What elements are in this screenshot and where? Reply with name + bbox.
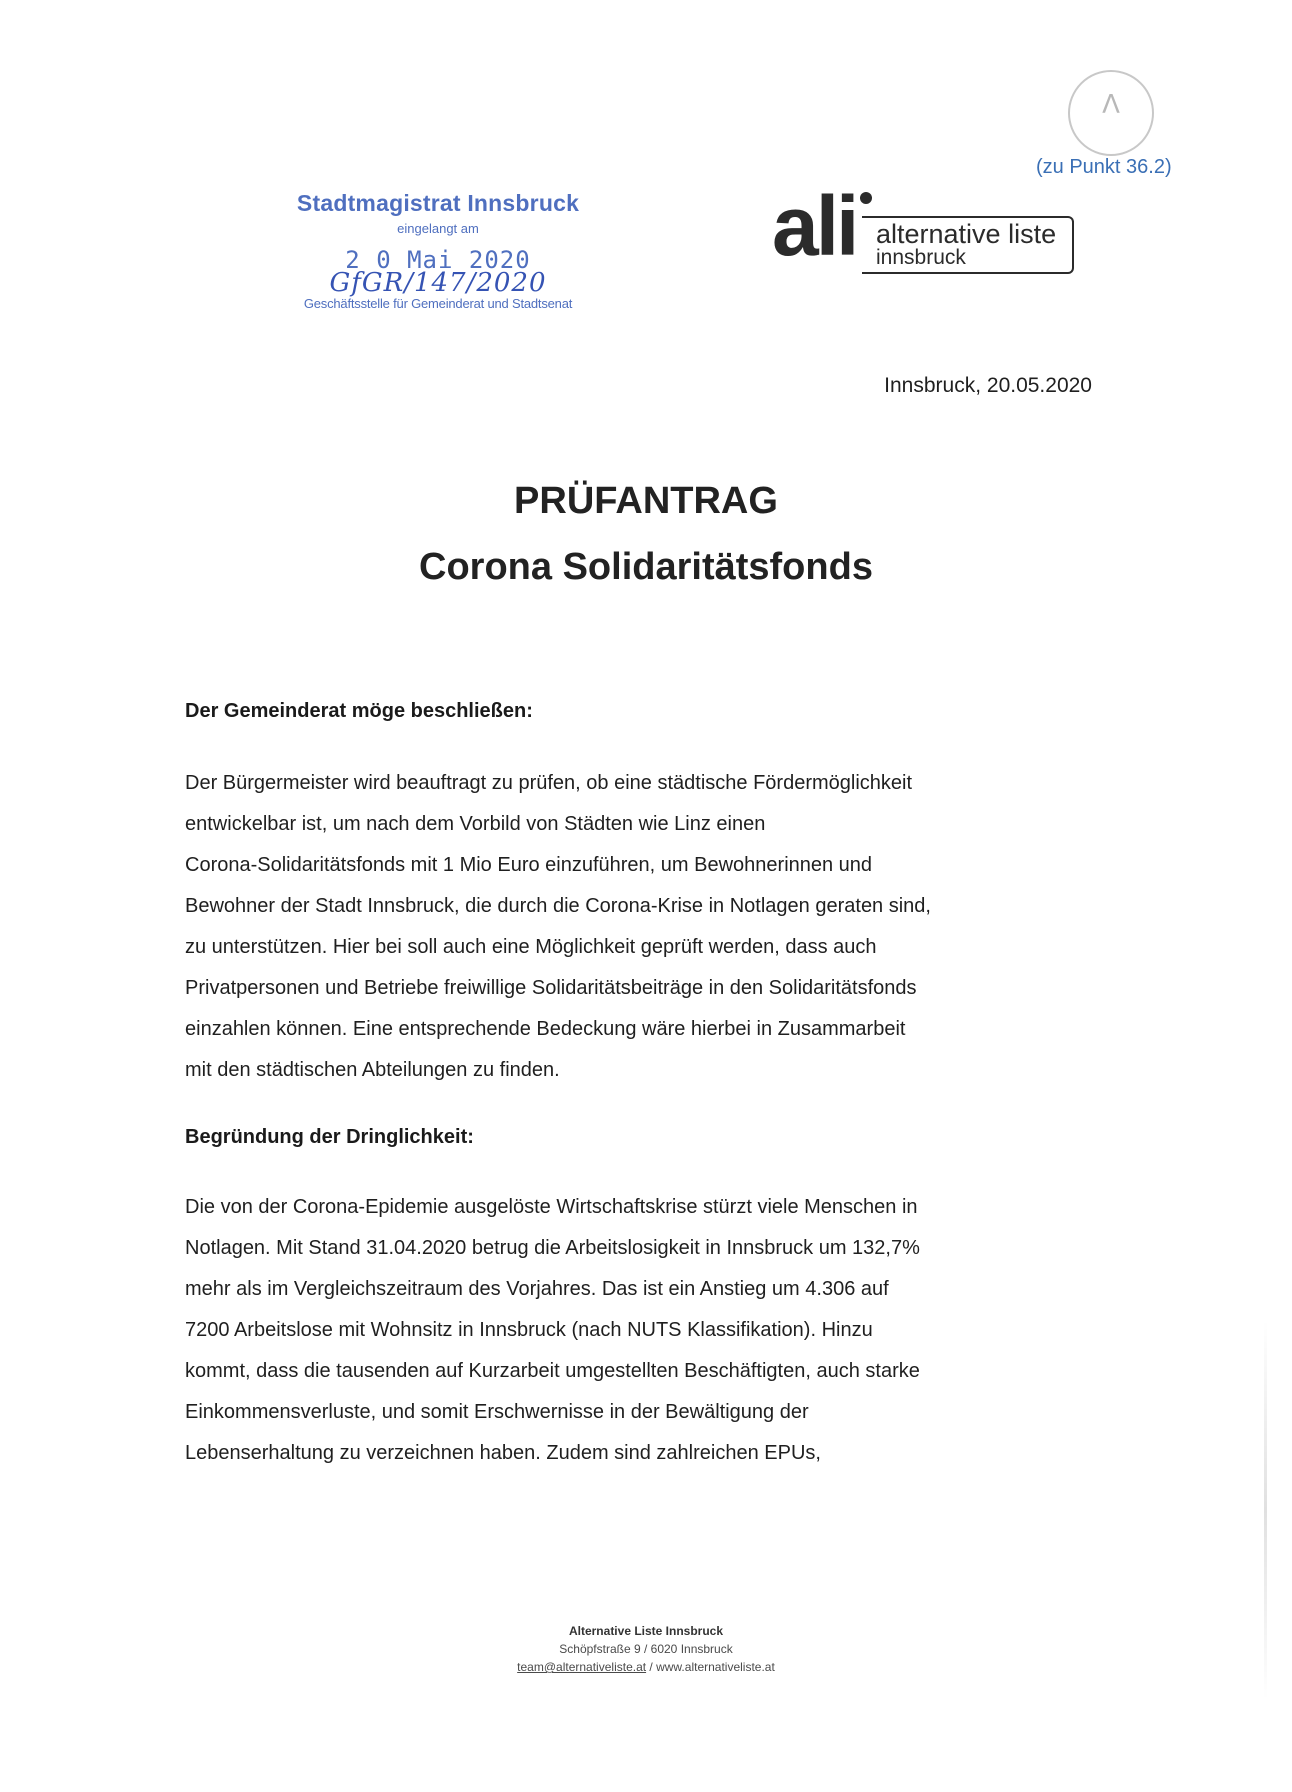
body-line: mit den städtischen Abteilungen zu finden. xyxy=(185,1059,560,1081)
body-line: Privatpersonen und Betriebe freiwillige Solidaritätsbeiträge in den Solidaritätsfonds xyxy=(185,977,917,999)
body-line: mehr als im Vergleichszeitraum des Vorjahres. Das ist ein Anstieg um 4.306 auf xyxy=(185,1278,889,1300)
footer-email-link[interactable]: team@alternativeliste.at xyxy=(517,1660,647,1674)
body-line: Bewohner der Stadt Innsbruck, die durch die Corona-Krise in Notlagen geraten sind, xyxy=(185,895,931,917)
circle-annotation-mark xyxy=(1068,70,1154,156)
logo-wordmark: ali xyxy=(772,179,857,273)
document-title: PRÜFANTRAG xyxy=(514,480,778,522)
stamp-received-label: eingelangt am xyxy=(397,221,479,236)
footer-website[interactable]: www.alternativeliste.at xyxy=(656,1660,775,1674)
stamp-date: 2 0 Mai 2020 xyxy=(345,246,531,274)
body-line: entwickelbar ist, um nach dem Vorbild von Städten wie Linz einen xyxy=(185,813,766,835)
logo-dot xyxy=(860,192,872,204)
footer-contact xyxy=(0,1658,1292,1676)
section-heading-motion: Der Gemeinderat möge beschließen: xyxy=(185,700,533,722)
document-subtitle: Corona Solidaritätsfonds xyxy=(419,546,873,588)
footer-address: Schöpfstraße 9 / 6020 Innsbruck xyxy=(559,1642,733,1656)
section-body-motion xyxy=(185,763,1105,1091)
body-line: Lebenserhaltung zu verzeichnen haben. Zudem sind zahlreichen EPUs, xyxy=(185,1442,821,1464)
body-line: Der Bürgermeister wird beauftragt zu prüfen, ob eine städtische Fördermöglichkeit xyxy=(185,772,913,794)
scan-edge-shadow xyxy=(1264,1320,1267,1700)
logo-line-1: alternative liste xyxy=(876,219,1057,249)
section-body-urgency xyxy=(185,1187,1105,1474)
page-footer xyxy=(0,1622,1292,1676)
body-line: Corona-Solidaritätsfonds mit 1 Mio Euro einzuführen, um Bewohnerinnen und xyxy=(185,854,873,876)
footer-separator: / xyxy=(646,1660,657,1674)
footer-organization: Alternative Liste Innsbruck xyxy=(568,1624,724,1638)
received-stamp xyxy=(288,190,588,311)
body-line: Die von der Corona-Epidemie ausgelöste Wirtschaftskrise stürzt viele Menschen in xyxy=(185,1196,918,1218)
body-line: 7200 Arbeitslose mit Wohnsitz in Innsbruck (nach NUTS Klassifikation). Hinzu xyxy=(185,1319,873,1341)
section-heading-urgency: Begründung der Dringlichkeit: xyxy=(185,1126,474,1148)
body-line: Einkommensverluste, und somit Erschwernisse in der Bewältigung der xyxy=(185,1401,809,1423)
body-line: zu unterstützen. Hier bei soll auch eine Möglichkeit geprüft werden, dass auch xyxy=(185,936,877,958)
logo-line-2: innsbruck xyxy=(876,246,966,269)
circle-mark-symbol: Λ xyxy=(1102,90,1120,120)
stamp-handwritten-reference: GfGR/147/2020 xyxy=(329,268,547,298)
stamp-department: Geschäftsstelle für Gemeinderat und Stadtsenat xyxy=(303,296,573,311)
body-line: Notlagen. Mit Stand 31.04.2020 betrug die Arbeitslosigkeit in Innsbruck um 132,7% xyxy=(185,1237,920,1259)
body-line: einzahlen können. Eine entsprechende Bedeckung wäre hierbei in Zusammarbeit xyxy=(185,1018,906,1040)
body-line: kommt, dass die tausenden auf Kurzarbeit umgestellten Beschäftigten, auch starke xyxy=(185,1360,920,1382)
stamp-office: Stadtmagistrat Innsbruck xyxy=(296,190,580,216)
agenda-point-note: (zu Punkt 36.2) xyxy=(1036,156,1172,178)
place-and-date: Innsbruck, 20.05.2020 xyxy=(884,374,1092,397)
